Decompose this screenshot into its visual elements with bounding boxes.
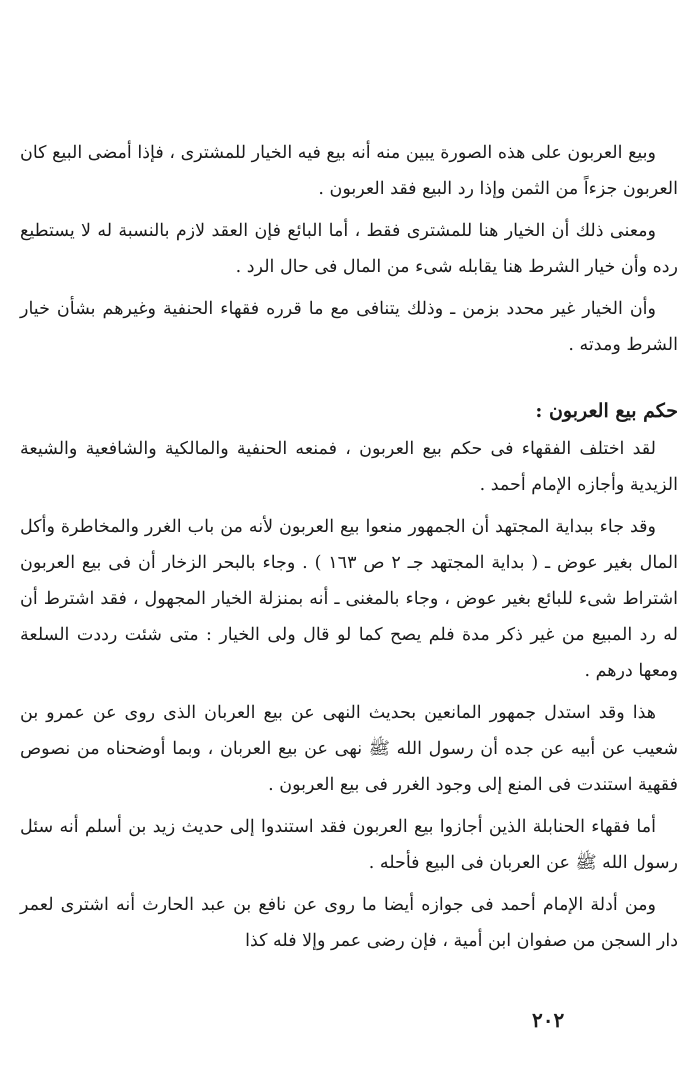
paragraph-urbun-description: وبيع العربون على هذه الصورة يبين منه أنه بيع فيه الخيار للمشترى ، فإذا أمضى البيع كان العربون جزءاً من الثمن وإذا رد البيع فقد العربون .	[20, 143, 678, 199]
paragraph-jurists-disagreement: لقد اختلف الفقهاء فى حكم بيع العربون ، فمنعه الحنفية والمالكية والشافعية والشيعة الزيدية وأجازه الإمام أحمد .	[20, 439, 678, 495]
paragraph-bidayat-almujtahid: وقد جاء ببداية المجتهد أن الجمهور منعوا بيع العربون لأنه من باب الغرر والمخاطرة وأكل المال بغير عوض ـ ( بداية المجتهد جـ ٢ ص ١٦٣ ) . وجاء بالبحر الزخار أن فى بيع العربون اشتراط شىء للبائع بغير عوض ، وجاء بالمغنى ـ أنه بمنزلة الخيار المجهول ، فقد اشترط أن له رد المبيع من غير ذكر مدة فلم يصح كما لو قال ولى الخيار : متى شئت رددت السلعة ومعها درهم .	[20, 517, 678, 681]
paragraph-ahmad-evidence: ومن أدلة الإمام أحمد فى جوازه أيضا ما روى عن نافع بن عبد الحارث أنه اشترى لعمر دار السجن من صفوان ابن أمية ، فإن رضى عمر وإلا فله كذا	[20, 895, 678, 951]
paragraph-option-duration: وأن الخيار غير محدد بزمن ـ وذلك يتنافى مع ما قرره فقهاء الحنفية وغيرهم بشأن خيار الشرط ومدته .	[20, 299, 678, 355]
section-heading: حكم بيع العربون :	[535, 400, 678, 422]
paragraph-hanbali-view: أما فقهاء الحنابلة الذين أجازوا بيع العربون فقد استندوا إلى حديث زيد بن أسلم أنه سئل رسول الله ﷺ عن العربان فى البيع فأحله .	[20, 817, 678, 873]
document-page	[20, 135, 678, 965]
paragraph-option-meaning: ومعنى ذلك أن الخيار هنا للمشترى فقط ، أما البائع فإن العقد لازم بالنسبة له لا يستطيع رده وأن خيار الشرط هنا يقابله شىء من المال فى حال الرد .	[20, 221, 678, 277]
paragraph-hadith-prohibition: هذا وقد استدل جمهور المانعين بحديث النهى عن بيع العربان الذى روى عن عمرو بن شعيب عن أبيه عن جده أن رسول الله ﷺ نهى عن بيع العربان ، وبما أوضحناه من نصوص فقهية استندت فى المنع إلى وجود الغرر فى بيع العربون .	[20, 703, 678, 795]
page-number: ٢٠٢	[532, 1008, 565, 1032]
